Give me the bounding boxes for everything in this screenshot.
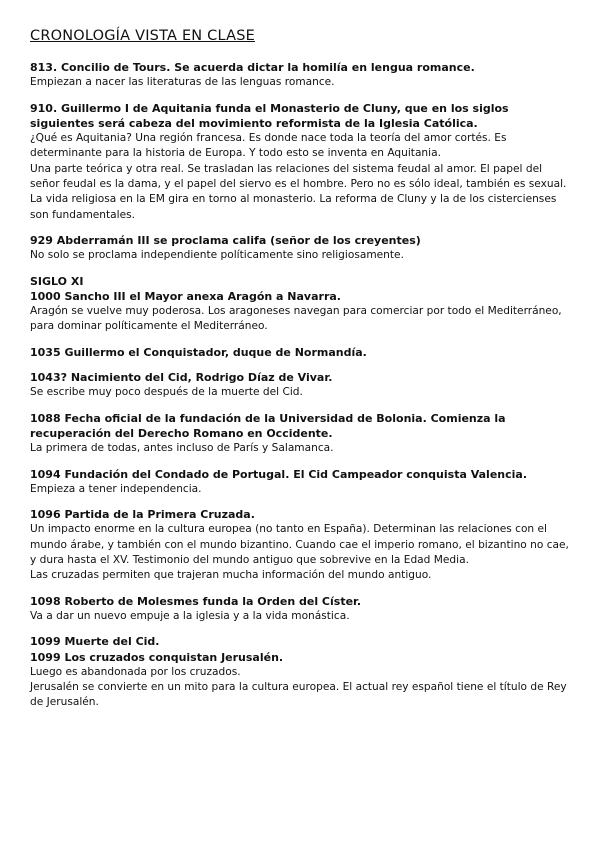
- entry-text: ¿Qué es Aquitania? Una región francesa. Es donde nace toda la teoría del amor cortés. Es determinante para la historia de Europa. Y todo esto se inventa en Aquitania.: [30, 132, 507, 160]
- entry-heading: 1099 Los cruzados conquistan Jerusalén.: [30, 650, 284, 664]
- entry-heading: 1000 Sancho III el Mayor anexa Aragón a Navarra.: [30, 289, 341, 303]
- entry-text: Se escribe muy poco después de la muerte del Cid.: [30, 386, 303, 399]
- chronology-entry: [30, 274, 570, 335]
- chronology-entry: [30, 634, 570, 710]
- chronology-entry: [30, 467, 570, 498]
- chronology-entry: [30, 60, 570, 91]
- entry-text: No solo se proclama independiente políticamente sino religiosamente.: [30, 249, 404, 262]
- entry-text: Luego es abandonada por los cruzados.: [30, 665, 241, 678]
- entry-heading: SIGLO XI: [30, 274, 84, 288]
- entry-text: Jerusalén se convierte en un mito para la cultura europea. El actual rey español tiene el título de Rey de Jerusalén.: [30, 681, 567, 709]
- chronology-entry: [30, 507, 570, 583]
- chronology-list: [30, 60, 570, 711]
- entry-heading: 1098 Roberto de Molesmes funda la Orden del Císter.: [30, 594, 362, 608]
- entry-text: La primera de todas, antes incluso de París y Salamanca.: [30, 442, 334, 455]
- chronology-entry: [30, 370, 570, 401]
- entry-heading: 929 Abderramán III se proclama califa (señor de los creyentes): [30, 233, 421, 247]
- chronology-entry: [30, 101, 570, 223]
- entry-heading: 910. Guillermo I de Aquitania funda el Monasterio de Cluny, que en los siglos siguientes será cabeza del movimiento reformista de la Iglesia Católica.: [30, 101, 509, 130]
- entry-text: Empieza a tener independencia.: [30, 482, 202, 495]
- entry-heading: 1035 Guillermo el Conquistador, duque de Normandía.: [30, 345, 367, 359]
- entry-heading: 1088 Fecha oficial de la fundación de la Universidad de Bolonia. Comienza la recuperación del Derecho Romano en Occidente.: [30, 411, 506, 440]
- chronology-entry: [30, 345, 570, 360]
- entry-heading: 1043? Nacimiento del Cid, Rodrigo Díaz de Vivar.: [30, 371, 333, 385]
- entry-heading: 1094 Fundación del Condado de Portugal. El Cid Campeador conquista Valencia.: [30, 467, 527, 481]
- entry-heading: 813. Concilio de Tours. Se acuerda dictar la homilía en lengua romance.: [30, 61, 475, 74]
- chronology-entry: [30, 233, 570, 264]
- entry-text: Va a dar un nuevo empuje a la iglesia y a la vida monástica.: [30, 609, 350, 622]
- entry-text: Aragón se vuelve muy poderosa. Los aragoneses navegan para comerciar por todo el Mediterráneo, para dominar políticamente el Mediterráneo.: [30, 305, 562, 333]
- entry-text: Un impacto enorme en la cultura europea (no tanto en España). Determinan las relaciones con el mundo árabe, y también con el mundo bizantino. Cuando cae el imperio romano, el bizantino no cae, y dura hasta el XV. Testimonio del mundo antiguo que sobrevive en la Edad Media.: [30, 523, 569, 567]
- entry-text: La vida religiosa en la EM gira en torno al monasterio. La reforma de Cluny y la de los cistercienses son fundamentales.: [30, 193, 557, 221]
- entry-text: Empiezan a nacer las literaturas de las lenguas romance.: [30, 76, 335, 89]
- chronology-entry: [30, 594, 570, 625]
- entry-heading: 1096 Partida de la Primera Cruzada.: [30, 508, 255, 522]
- document-title: CRONOLOGÍA VISTA EN CLASE: [30, 28, 255, 44]
- entry-text: Una parte teórica y otra real. Se trasladan las relaciones del sistema feudal al amor. El papel del señor feudal es la dama, y el papel del siervo es el hombre. Pero no es sólo ideal, también es sexual.: [30, 162, 567, 191]
- chronology-entry: [30, 411, 570, 457]
- entry-heading: 1099 Muerte del Cid.: [30, 635, 160, 649]
- entry-text: Las cruzadas permiten que trajeran mucha información del mundo antiguo.: [30, 569, 432, 582]
